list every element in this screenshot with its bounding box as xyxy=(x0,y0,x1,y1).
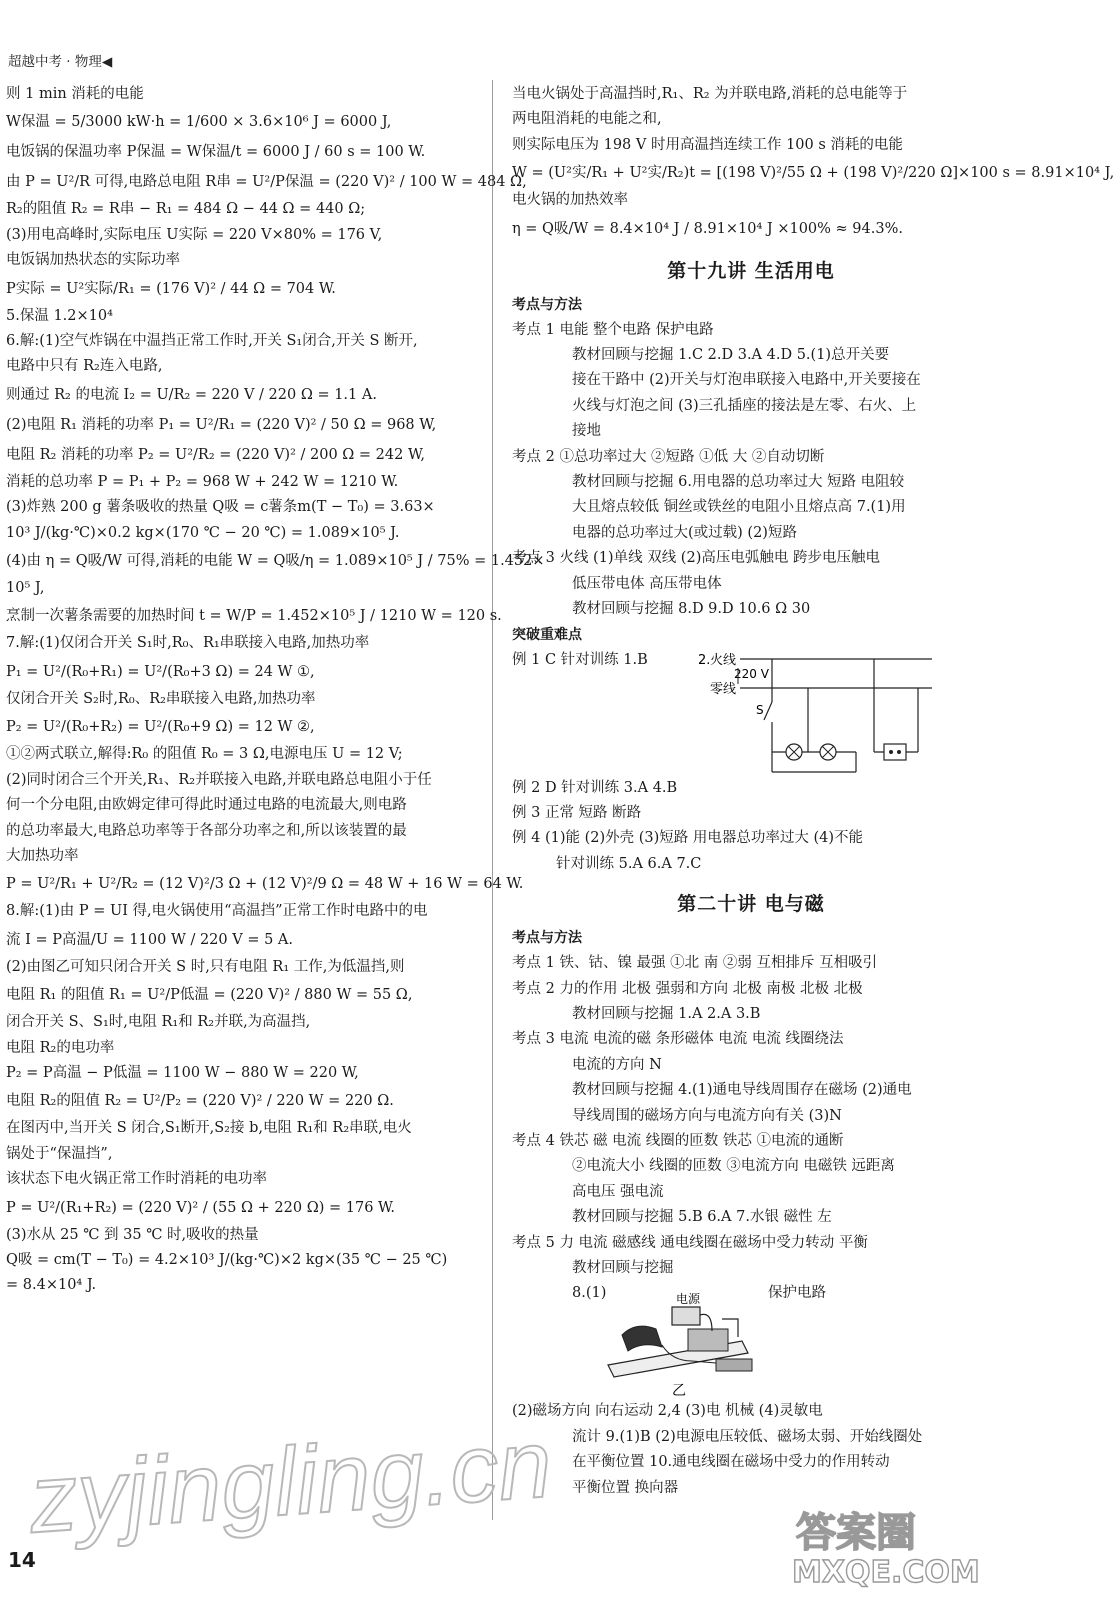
formula-line: 电阻 R₁ 的阻值 R₁ = U²/P低温 = (220 V)² / 880 W = 55 Ω, xyxy=(6,987,413,1004)
text-line: 电火锅的加热效率 xyxy=(512,192,628,209)
page-number: 14 xyxy=(8,1548,36,1572)
text-line: (2)磁场方向 向右运动 2,4 (3)电 机械 (4)灵敏电 xyxy=(512,1403,823,1420)
formula-line: W保温 = 5/3000 kW·h = 1/600 × 3.6×10⁶ J = 6000 J, xyxy=(6,114,392,131)
text-line: 考点 2 ①总功率过大 ②短路 ①低 大 ②自动切断 xyxy=(512,448,825,465)
text-line: 流计 9.(1)B (2)电源电压较低、磁场太弱、开始线圈处 xyxy=(572,1428,923,1445)
logo-url: MXQE.COM xyxy=(792,1555,980,1590)
switch-label: S xyxy=(756,702,764,717)
motor-apparatus-drawing xyxy=(512,1281,990,1399)
text-line: 在图丙中,当开关 S 闭合,S₁断开,S₂接 b,电阻 R₁和 R₂串联,电火 xyxy=(6,1120,412,1137)
text-line: 消耗的总功率 P = P₁ + P₂ = 968 W + 242 W = 1210 W. xyxy=(6,473,399,490)
lecture-20-title: 第二十讲 电与磁 xyxy=(677,893,825,916)
socket-hole xyxy=(889,750,893,754)
text-line: 考点 1 电能 整个电路 保护电路 xyxy=(512,321,714,338)
text-line: 教材回顾与挖掘 6.用电器的总功率过大 短路 电阻较 xyxy=(572,474,905,491)
text-line: (3)用电高峰时,实际电压 U实际 = 220 V×80% = 176 V, xyxy=(6,226,383,243)
text-line: 锅处于“保温挡”, xyxy=(6,1145,113,1162)
text-line: 导线周围的磁场方向与电流方向有关 (3)N xyxy=(572,1107,842,1124)
logo-text: 答案圈 xyxy=(796,1510,916,1556)
formula-line: P₁ = U²/(R₀+R₁) = U²/(R₀+3 Ω) = 24 W ①, xyxy=(6,663,315,680)
text-line: 例 4 (1)能 (2)外壳 (3)短路 用电器总功率过大 (4)不能 xyxy=(512,830,864,847)
text-line: (3)水从 25 ℃ 到 35 ℃ 时,吸收的热量 xyxy=(6,1226,259,1243)
text-line: 10³ J/(kg·℃)×0.2 kg×(170 ℃ − 20 ℃) = 1.089×10⁵ J. xyxy=(6,524,400,541)
right-column xyxy=(512,82,1114,1501)
text-line: 考点 2 力的作用 北极 强弱和方向 北极 南极 北极 北极 xyxy=(512,980,863,997)
text-line: 考点 3 电流 电流的磁 条形磁体 电流 电流 线圈绕法 xyxy=(512,1031,844,1048)
text-line: 考点 4 铁芯 磁 电流 线圈的匝数 铁芯 ①电流的通断 xyxy=(512,1132,844,1149)
formula-line: (4)由 η = Q吸/W 可得,消耗的电能 W = Q吸/η = 1.089×10⁵ J / 75% = 1.452× xyxy=(6,553,545,570)
text-line: (2)由图乙可知只闭合开关 S 时,只有电阻 R₁ 工作,为低温挡,则 xyxy=(6,958,405,975)
text-line: 两电阻消耗的电能之和, xyxy=(512,111,662,128)
text-line: 考点 1 铁、钴、镍 最强 ①北 南 ②弱 互相排斥 互相吸引 xyxy=(512,955,878,972)
text-line: Q吸 = cm(T − T₀) = 4.2×10³ J/(kg·℃)×2 kg×(35 ℃ − 25 ℃) xyxy=(6,1251,448,1268)
text-line: 教材回顾与挖掘 xyxy=(572,1260,674,1276)
text-line: (3)炸熟 200 g 薯条吸收的热量 Q吸 = c薯条m(T − T₀) = 3.63× xyxy=(6,499,435,516)
text-line: 闭合开关 S、S₁时,电阻 R₁和 R₂并联,为高温挡, xyxy=(6,1014,311,1031)
text-line: 高电压 强电流 xyxy=(572,1183,664,1200)
text-line: 考点 3 火线 (1)单线 双线 (2)高压电弧触电 跨步电压触电 xyxy=(512,550,880,567)
text-line: 考点 5 力 电流 磁感线 通电线圈在磁场中受力转动 平衡 xyxy=(512,1234,868,1251)
text-line: ②电流大小 线圈的匝数 ③电流方向 电磁铁 远距离 xyxy=(572,1158,895,1175)
formula-line: (2)电阻 R₁ 消耗的功率 P₁ = U²/R₁ = (220 V)² / 50 Ω = 968 W, xyxy=(6,416,437,433)
text-line: 火线与灯泡之间 (3)三孔插座的接法是左零、右火、上 xyxy=(572,397,917,414)
zero-line-label: 零线 xyxy=(710,681,737,697)
figure-caption: 乙 xyxy=(672,1383,686,1400)
formula-line: η = Q吸/W = 8.4×10⁴ J / 8.91×10⁴ J ×100% ≈ 94.3%. xyxy=(512,220,903,237)
text-line: 电饭锅加热状态的实际功率 xyxy=(6,252,180,269)
formula-line: P实际 = U²实际/R₁ = (176 V)² / 44 Ω = 704 W. xyxy=(6,280,336,297)
text-line: 接在干路中 (2)开关与灯泡串联接入电路中,开关要接在 xyxy=(572,372,921,389)
text-line: 教材回顾与挖掘 5.B 6.A 7.水银 磁性 左 xyxy=(572,1209,832,1226)
text-line: 则 1 min 消耗的电能 xyxy=(6,86,144,102)
text-line: 仅闭合开关 S₂时,R₀、R₂串联接入电路,加热功率 xyxy=(6,690,316,707)
text-line: 例 3 正常 短路 断路 xyxy=(512,804,642,821)
socket-icon xyxy=(884,744,906,760)
formula-line: P = U²/R₁ + U²/R₂ = (12 V)²/3 Ω + (12 V)²/9 Ω = 48 W + 16 W = 64 W. xyxy=(6,876,524,893)
text-line: 大且熔点较低 铜丝或铁丝的电阻小且熔点高 7.(1)用 xyxy=(572,499,906,516)
text-line: 教材回顾与挖掘 1.A 2.A 3.B xyxy=(572,1005,761,1022)
household-circuit-diagram xyxy=(512,648,990,776)
site-watermark xyxy=(10,1400,570,1560)
text-line: 当电火锅处于高温挡时,R₁、R₂ 为并联电路,消耗的总电能等于 xyxy=(512,86,908,102)
text-line: 例 2 D 针对训练 3.A 4.B xyxy=(512,779,678,796)
left-column xyxy=(6,82,545,1299)
text-line: 低压带电体 高压带电体 xyxy=(572,575,722,592)
watermark-text: zyjingling.cn xyxy=(25,1410,555,1554)
text-line: = 8.4×10⁴ J. xyxy=(6,1277,97,1294)
diagram-number: 2. xyxy=(698,652,711,668)
text-line: (2)同时闭合三个开关,R₁、R₂并联接入电路,并联电路总电阻小于任 xyxy=(6,771,432,788)
section-heading: 突破重难点 xyxy=(512,626,582,643)
text-line: 该状态下电火锅正常工作时消耗的电功率 xyxy=(6,1171,267,1188)
text-line: 教材回顾与挖掘 8.D 9.D 10.6 Ω 30 xyxy=(572,601,811,618)
magnet-icon xyxy=(622,1326,662,1351)
formula-line: P = U²/(R₁+R₂) = (220 V)² / (55 Ω + 220 Ω) = 176 W. xyxy=(6,1199,396,1216)
text-line: 电路中只有 R₂连入电路, xyxy=(6,358,163,375)
text-line: P₂ = P高温 − P低温 = 1100 W − 880 W = 220 W, xyxy=(6,1064,359,1081)
figure-note: 保护电路 xyxy=(768,1285,826,1302)
formula-line: 烹制一次薯条需要的加热时间 t = W/P = 1.452×10⁵ J / 1210 W = 120 s. xyxy=(6,608,502,625)
example-line: 例 1 C 针对训练 1.B xyxy=(512,651,648,668)
power-label: 电源 xyxy=(676,1292,701,1307)
formula-line: 电阻 R₂ 消耗的功率 P₂ = U²/R₂ = (220 V)² / 200 Ω = 242 W, xyxy=(6,446,425,463)
section-heading: 考点与方法 xyxy=(512,296,582,313)
text-line: 大加热功率 xyxy=(6,847,79,864)
running-header: 超越中考 · 物理◀ xyxy=(8,54,113,70)
text-line: 则实际电压为 198 V 时用高温挡连续工作 100 s 消耗的电能 xyxy=(512,136,903,153)
formula-line: W = (U²实/R₁ + U²实/R₂)t = [(198 V)²/55 Ω + (198 V)²/220 Ω]×100 s = 8.91×10⁴ J, xyxy=(512,165,1114,182)
formula-line: 流 I = P高温/U = 1100 W / 220 V = 5 A. xyxy=(6,931,293,948)
power-supply-icon xyxy=(672,1307,700,1325)
text-line: 电器的总功率过大(或过载) (2)短路 xyxy=(572,524,797,541)
text-line: 教材回顾与挖掘 4.(1)通电导线周围存在磁场 (2)通电 xyxy=(572,1082,912,1099)
text-line: 6.解:(1)空气炸锅在中温挡正常工作时,开关 S₁闭合,开关 S 断开, xyxy=(6,333,418,350)
corner-logo xyxy=(786,1490,986,1590)
text-line: R₂的阻值 R₂ = R串 − R₁ = 484 Ω − 44 Ω = 440 Ω; xyxy=(6,201,366,218)
formula-line: 电阻 R₂的阻值 R₂ = U²/P₂ = (220 V)² / 220 W = 220 Ω. xyxy=(6,1093,394,1110)
text-line: 平衡位置 换向器 xyxy=(572,1479,679,1496)
lecture-19-title: 第十九讲 生活用电 xyxy=(667,259,835,282)
text-line: ①②两式联立,解得:R₀ 的阻值 R₀ = 3 Ω,电源电压 U = 12 V; xyxy=(6,746,403,763)
text-line: 在平衡位置 10.通电线圈在磁场中受力的作用转动 xyxy=(572,1454,890,1471)
text-line: 电流的方向 N xyxy=(572,1056,662,1073)
switch-lever xyxy=(764,702,772,720)
formula-line: 电饭锅的保温功率 P保温 = W保温/t = 6000 J / 60 s = 100 W. xyxy=(6,144,426,161)
rheostat-icon xyxy=(716,1359,752,1371)
motor-figure xyxy=(512,1281,990,1399)
text-line: 接地 xyxy=(572,423,601,440)
text-line: 7.解:(1)仅闭合开关 S₁时,R₀、R₁串联接入电路,加热功率 xyxy=(6,635,370,652)
formula-line: P₂ = U²/(R₀+R₂) = U²/(R₀+9 Ω) = 12 W ②, xyxy=(6,719,315,736)
text-line: 10⁵ J, xyxy=(6,580,45,597)
voltage-label: 220 V xyxy=(734,666,769,681)
section-heading: 考点与方法 xyxy=(512,930,582,947)
text-line: 何一个分电阻,由欧姆定律可得此时通过电路的电流最大,则电路 xyxy=(6,797,407,814)
text-line: 电阻 R₂的电功率 xyxy=(6,1039,115,1056)
text-line: 5.保温 1.2×10⁴ xyxy=(6,307,113,324)
text-line: 8.解:(1)由 P = UI 得,电火锅使用“高温挡”正常工作时电路中的电 xyxy=(6,903,428,920)
coil-icon xyxy=(688,1329,728,1351)
figure-number: 8.(1) xyxy=(572,1285,607,1302)
formula-line: 则通过 R₂ 的电流 I₂ = U/R₂ = 220 V / 220 Ω = 1.1 A. xyxy=(6,386,377,403)
column-divider xyxy=(492,80,493,1520)
circuit-figure xyxy=(512,648,990,776)
text-line: 的总功率最大,电路总功率等于各部分功率之和,所以该装置的最 xyxy=(6,822,407,839)
fire-line-label: 火线 xyxy=(710,652,737,668)
formula-line: 由 P = U²/R 可得,电路总电阻 R串 = U²/P保温 = (220 V)² / 100 W = 484 Ω, xyxy=(6,174,527,191)
text-line: 针对训练 5.A 6.A 7.C xyxy=(556,855,702,872)
socket-hole xyxy=(897,750,901,754)
text-line: 教材回顾与挖掘 1.C 2.D 3.A 4.D 5.(1)总开关要 xyxy=(572,347,890,364)
